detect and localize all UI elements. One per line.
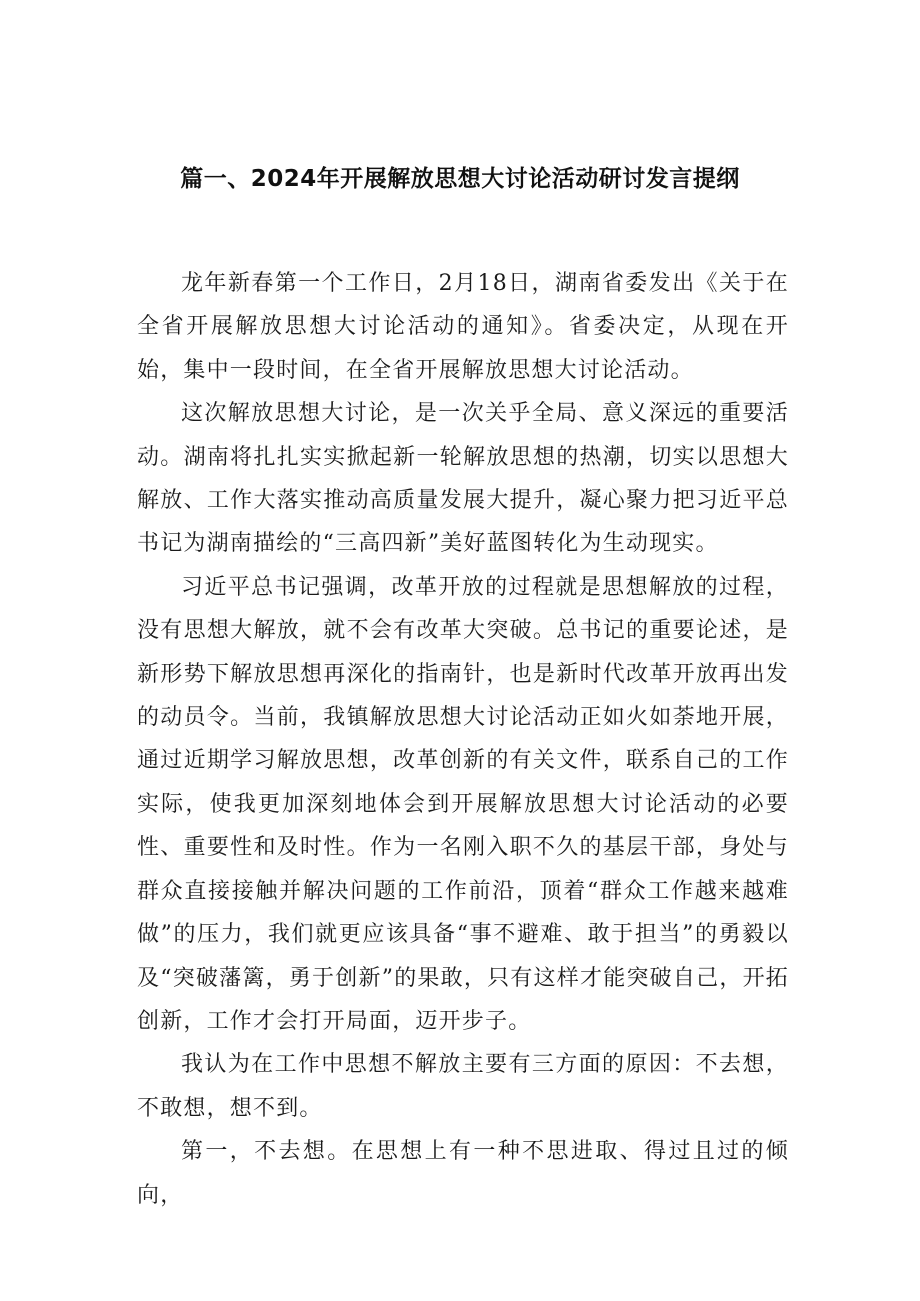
document-body [137,262,789,1217]
paragraph: 这次解放思想大讨论，是一次关乎全局、意义深远的重要活动。湖南将扎扎实实掀起新一轮解放思想的热潮，切实以思想大解放、工作大落实推动高质量发展大提升，凝心聚力把习近平总书记为湖南描绘的“三高四新”美好蓝图转化为生动现实。 [137,401,789,557]
document-title: 篇一、2024年开展解放思想大讨论活动研讨发言提纲 [180,166,740,192]
paragraph: 我认为在工作中思想不解放主要有三方面的原因：不去想，不敢想，想不到。 [137,1052,789,1121]
paragraph: 龙年新春第一个工作日，2月18日，湖南省委发出《关于在全省开展解放思想大讨论活动的通知》。省委决定，从现在开始，集中一段时间，在全省开展解放思想大讨论活动。 [137,271,789,383]
paragraph: 习近平总书记强调，改革开放的过程就是思想解放的过程，没有思想大解放，就不会有改革大突破。总书记的重要论述，是新形势下解放思想再深化的指南针，也是新时代改革开放再出发的动员令。当前，我镇解放思想大讨论活动正如火如荼地开展，通过近期学习解放思想，改革创新的有关文件，联系自己的工作实际，使我更加深刻地体会到开展解放思想大讨论活动的必要性、重要性和及时性。作为一名刚入职不久的基层干部，身处与群众直接接触并解决问题的工作前沿，顶着“群众工作越来越难做”的压力，我们就更应该具备“事不避难、敢于担当”的勇毅以及“突破藩篱，勇于创新”的果敢，只有这样才能突破自己，开拓创新，工作才会打开局面，迈开步子。 [137,574,789,1034]
paragraph: 第一，不去想。在思想上有一种不思进取、得过且过的倾向， [137,1139,789,1208]
